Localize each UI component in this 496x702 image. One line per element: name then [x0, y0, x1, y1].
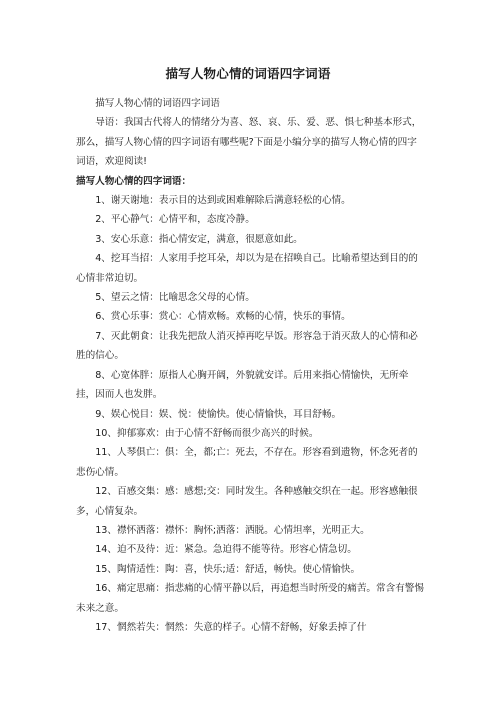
- document-title: 描写人物心情的词语四字词语: [165, 66, 331, 81]
- document-body: [76, 94, 424, 637]
- paragraph: 15、陶情适性：陶：喜，快乐;适：舒适，畅快。使心情愉快。: [95, 563, 361, 575]
- paragraph: 1、谢天谢地：表示目的达到或困难解除后满意轻松的心情。: [95, 195, 351, 207]
- paragraph: 7、灭此朝食：让我先把敌人消灭掉再吃早饭。形容急于消灭敌人的心情和必胜的信心。: [76, 330, 418, 362]
- paragraph: 12、百感交集：感：感想;交：同时发生。各种感触交织在一起。形容感触很多，心情复杂。: [76, 486, 418, 517]
- paragraph: 4、挖耳当招：人家用手挖耳朵，却以为是在招唤自己。比喻希望达到目的的心情非常迫切。: [76, 253, 418, 284]
- paragraph: 16、痛定思痛：指悲痛的心情平静以后，再追想当时所受的痛苦。常含有警惕未来之意。: [76, 583, 424, 614]
- paragraph: 5、望云之情：比喻思念父母的心情。: [95, 292, 255, 304]
- paragraph: 11、人琴俱亡：俱：全，都;亡：死去，不存在。形容看到遗物，怀念死者的悲伤心情。: [76, 447, 418, 478]
- paragraph: 10、抑郁寡欢：由于心情不舒畅而很少高兴的时候。: [95, 427, 319, 439]
- paragraph: 6、赏心乐事：赏心：心情欢畅。欢畅的心情，快乐的事情。: [95, 311, 351, 323]
- section-heading: 描写人物心情的四字词语：: [76, 175, 192, 187]
- paragraph: 8、心宽体胖：原指人心胸开阔，外貌就安详。后用来指心情愉快，无所牵挂，因而人也发胖。: [76, 369, 409, 401]
- paragraph: 13、襟怀洒落：襟怀：胸怀;洒落：洒脱。心情坦率，光明正大。: [95, 524, 370, 536]
- paragraph: 9、娱心悦目：娱、悦：使愉快。使心情愉快，耳目舒畅。: [95, 408, 342, 420]
- paragraph: 导语：我国古代将人的情绪分为喜、怒、哀、乐、爱、恶、惧七种基本形式，那么，描写人物心情的四字词语有哪些呢?下面是小编分享的描写人物心情的四字词语，欢迎阅读!: [76, 117, 422, 168]
- paragraph: 描写人物心情的词语四字词语: [95, 98, 220, 109]
- paragraph: 2、平心静气：心情平和，态度冷静。: [95, 214, 255, 226]
- paragraph: 17、惘然若失：惘然：失意的样子。心情不舒畅，好象丢掉了什: [95, 621, 367, 633]
- paragraph: 14、迫不及待：近：紧急。急迫得不能等待。形容心情急切。: [95, 544, 357, 556]
- paragraph: 3、安心乐意：指心情安定，满意，很愿意如此。: [95, 233, 303, 245]
